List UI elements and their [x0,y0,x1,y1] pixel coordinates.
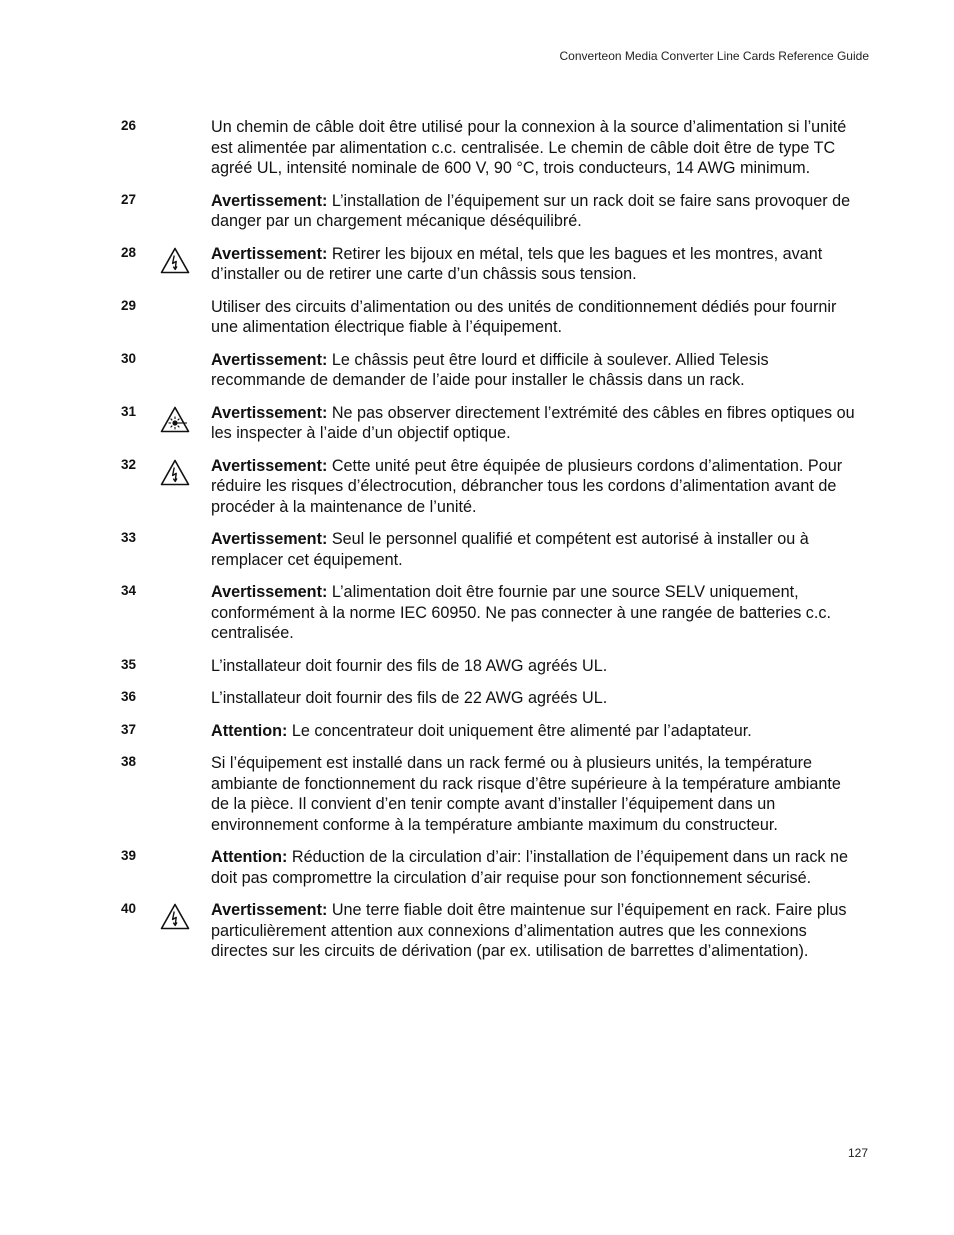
item-number: 32 [121,456,137,472]
item-text [211,753,856,835]
list-item [0,900,954,962]
list-item [0,403,954,444]
item-text [211,297,856,338]
item-body: Ne pas observer directement l’extrémité des câbles en fibres optiques ou les inspecter à l’aide d’un objectif optique. [211,403,855,442]
item-text [211,456,856,518]
item-body: Une terre fiable doit être maintenue sur l’équipement en rack. Faire plus particulièrement attention aux connexions d’alimentation autres que les connexions directes sur les circuits de dérivation (par ex. utilisation de barrettes d’alimentation). [211,901,847,960]
item-number: 35 [121,656,137,672]
item-body: Si l’équipement est installé dans un rack fermé ou à plusieurs unités, la température ambiante de fonctionnement du rack risque d’être supérieure à la température ambiante de la pièce. Il convient d’en tenir compte avant d’installer l’équipement dans un environnement conforme à la température ambiante maximum du constructeur. [211,754,841,834]
item-body: Cette unité peut être équipée de plusieurs cordons d’alimentation. Pour réduire les risques d’électrocution, débrancher tous les cordons d’alimentation avant de procéder à la maintenance de l’unité. [211,456,843,516]
running-header: Converteon Media Converter Line Cards Reference Guide [559,49,869,63]
item-number: 29 [121,297,137,313]
item-number: 40 [121,901,137,916]
item-number: 34 [121,583,137,598]
item-label: Avertissement: [211,350,328,369]
item-number: 28 [121,244,137,260]
electrical-hazard-icon [160,903,190,930]
safety-statements-list [0,117,954,974]
item-number: 27 [121,191,137,207]
item-label: Avertissement: [211,191,328,210]
item-number: 36 [121,689,137,704]
list-item [0,191,954,232]
page-number: 127 [847,1146,868,1160]
item-number: 37 [121,721,137,737]
item-number: 33 [121,530,137,545]
item-label: Avertissement: [211,456,328,475]
item-number: 26 [121,118,137,133]
electrical-hazard-icon [160,459,190,486]
list-item [0,753,954,835]
item-text [211,582,856,644]
item-number: 31 [121,403,137,419]
list-item [0,529,954,570]
item-body: Le concentrateur doit uniquement être alimenté par l’adaptateur. [287,721,752,740]
item-text [211,403,856,444]
item-number: 30 [121,350,137,366]
item-label: Avertissement: [211,583,328,601]
item-body: Réduction de la circulation d’air: l’installation de l’équipement dans un rack ne doit pas compromettre la circulation d’air requise pour son fonctionnement sécurisé. [211,848,849,887]
item-text [211,191,856,232]
item-text [211,244,856,285]
list-item [0,656,954,677]
item-label: Avertissement: [211,244,328,263]
item-body: L’alimentation doit être fournie par une source SELV uniquement, conformément à la norme IEC 60950. Ne pas connecter à une rangée de batteries c.c. centralisée. [211,583,831,642]
item-body: Seul le personnel qualifié et compétent est autorisé à installer ou à remplacer cet équipement. [211,530,809,569]
list-item [0,350,954,391]
item-body: L’installation de l’équipement sur un rack doit se faire sans provoquer de danger par un chargement mécanique déséquilibré. [211,191,851,230]
item-body: Retirer les bijoux en métal, tels que les bagues et les montres, avant d’installer ou de retirer une carte d’un châssis sous tension. [211,244,823,283]
list-item [0,297,954,338]
list-item [0,582,954,644]
item-text [211,656,856,677]
item-label: Attention: [211,721,288,740]
item-text [211,847,856,888]
item-label: Avertissement: [211,403,328,422]
item-number: 38 [121,754,137,769]
item-text [211,350,856,391]
laser-hazard-icon [160,406,190,433]
item-label: Avertissement: [211,530,328,548]
list-item [0,456,954,518]
item-text [211,529,856,570]
list-item [0,847,954,888]
list-item [0,244,954,285]
item-text [211,721,856,742]
item-body: L’installateur doit fournir des fils de 18 AWG agréés UL. [211,656,608,675]
item-body: Le châssis peut être lourd et difficile à soulever. Allied Telesis recommande de demander de l’aide pour installer le châssis dans un rack. [211,350,769,389]
list-item [0,688,954,709]
item-text [211,688,856,709]
item-number: 39 [121,848,137,863]
item-text [211,900,856,962]
item-body: Un chemin de câble doit être utilisé pour la connexion à la source d’alimentation si l’unité est alimentée par alimentation c.c. centralisée. Le chemin de câble doit être de type TC agréé UL, intensité nominale de 600 V, 90 °C, trois conducteurs, 14 AWG minimum. [211,118,847,177]
list-item [0,721,954,742]
item-label: Avertissement: [211,901,328,919]
item-text [211,117,856,179]
electrical-hazard-icon [160,247,190,274]
list-item [0,117,954,179]
item-label: Attention: [211,848,288,866]
item-body: L’installateur doit fournir des fils de 22 AWG agréés UL. [211,689,608,707]
item-body: Utiliser des circuits d’alimentation ou des unités de conditionnement dédiés pour fournir une alimentation électrique fiable à l’équipement. [211,297,837,336]
